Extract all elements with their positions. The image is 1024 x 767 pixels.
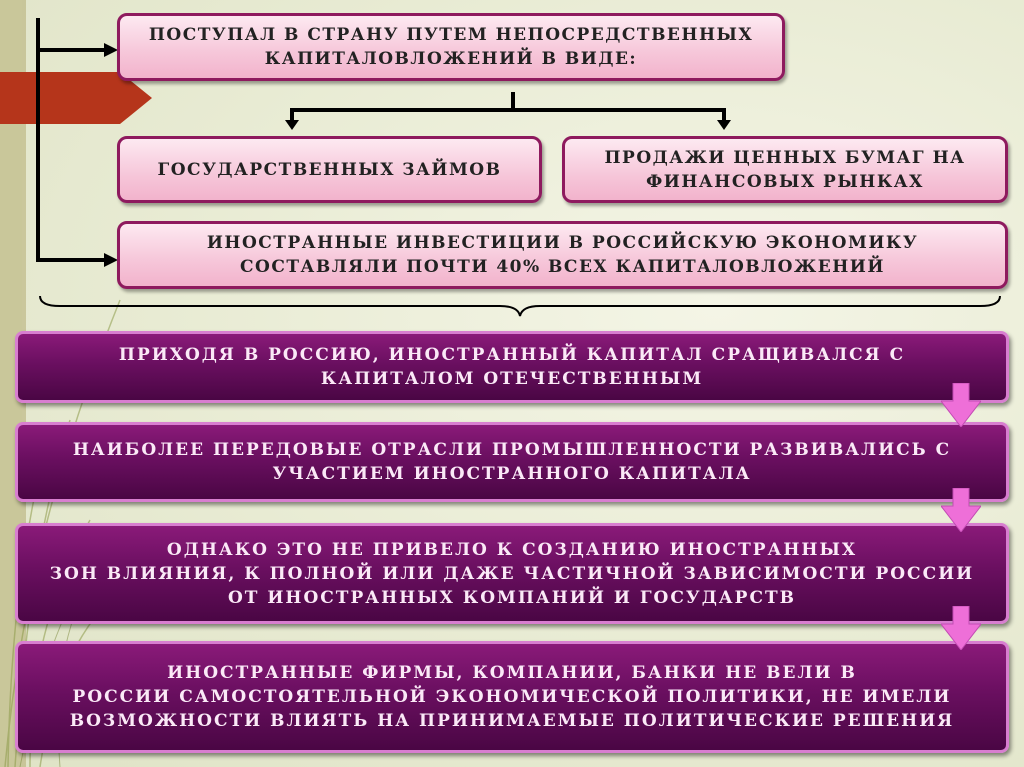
step-2-text: НАИБОЛЕЕ ПЕРЕДОВЫЕ ОТРАСЛИ ПРОМЫШЛЕННОСТИ РАЗВИВАЛИСЬ С УЧАСТИЕМ ИНОСТРАННОГО КАПИТАЛА bbox=[72, 440, 952, 484]
branch-right-text: ПРОДАЖИ ЦЕННЫХ БУМАГ НА ФИНАНСОВЫХ РЫНКАХ bbox=[604, 147, 966, 192]
header-box bbox=[117, 13, 785, 81]
branch-box-securities bbox=[562, 136, 1008, 203]
step-4-text: ИНОСТРАННЫЕ ФИРМЫ, КОМПАНИИ, БАНКИ НЕ ВЕЛИ В РОССИИ САМОСТОЯТЕЛЬНОЙ ЭКОНОМИЧЕСКОЙ ПОЛИТИКИ, НЕ ИМЕЛИ ВОЗМОЖНОСТИ ВЛИЯТЬ НА ПРИНИМАЕМЫЕ ПОЛИТИЧЕСКИЕ РЕШЕНИЯ bbox=[69, 663, 955, 731]
investment-share-box bbox=[117, 221, 1008, 289]
step-1-text: ПРИХОДЯ В РОССИЮ, ИНОСТРАННЫЙ КАПИТАЛ СРАЩИВАЛСЯ С КАПИТАЛОМ ОТЕЧЕСТВЕННЫМ bbox=[118, 345, 906, 389]
investment-share-text: ИНОСТРАННЫЕ ИНВЕСТИЦИИ В РОССИЙСКУЮ ЭКОНОМИКУ СОСТАВЛЯЛИ ПОЧТИ 40% ВСЕХ КАПИТАЛОВЛОЖЕНИЙ bbox=[206, 233, 919, 277]
down-arrow-icon bbox=[941, 488, 981, 532]
step-box-1 bbox=[15, 331, 1009, 403]
branch-left-text: ГОСУДАРСТВЕННЫХ ЗАЙМОВ bbox=[157, 159, 502, 180]
header-box-text: ПОСТУПАЛ В СТРАНУ ПУТЕМ НЕПОСРЕДСТВЕННЫХ КАПИТАЛОВЛОЖЕНИЙ В ВИДЕ: bbox=[148, 25, 754, 69]
step-box-2 bbox=[15, 422, 1009, 502]
step-box-3 bbox=[15, 523, 1009, 624]
down-arrow-icon bbox=[941, 383, 981, 427]
down-arrow-icon bbox=[941, 606, 981, 650]
step-3-text: ОДНАКО ЭТО НЕ ПРИВЕЛО К СОЗДАНИЮ ИНОСТРАННЫХ ЗОН ВЛИЯНИЯ, К ПОЛНОЙ ИЛИ ДАЖЕ ЧАСТИЧНОЙ ЗАВИСИМОСТИ РОССИИ ОТ ИНОСТРАННЫХ КОМПАНИЙ И ГОСУДАРСТВ bbox=[49, 539, 975, 608]
step-box-4 bbox=[15, 641, 1009, 753]
branch-box-state-loans bbox=[117, 136, 542, 203]
